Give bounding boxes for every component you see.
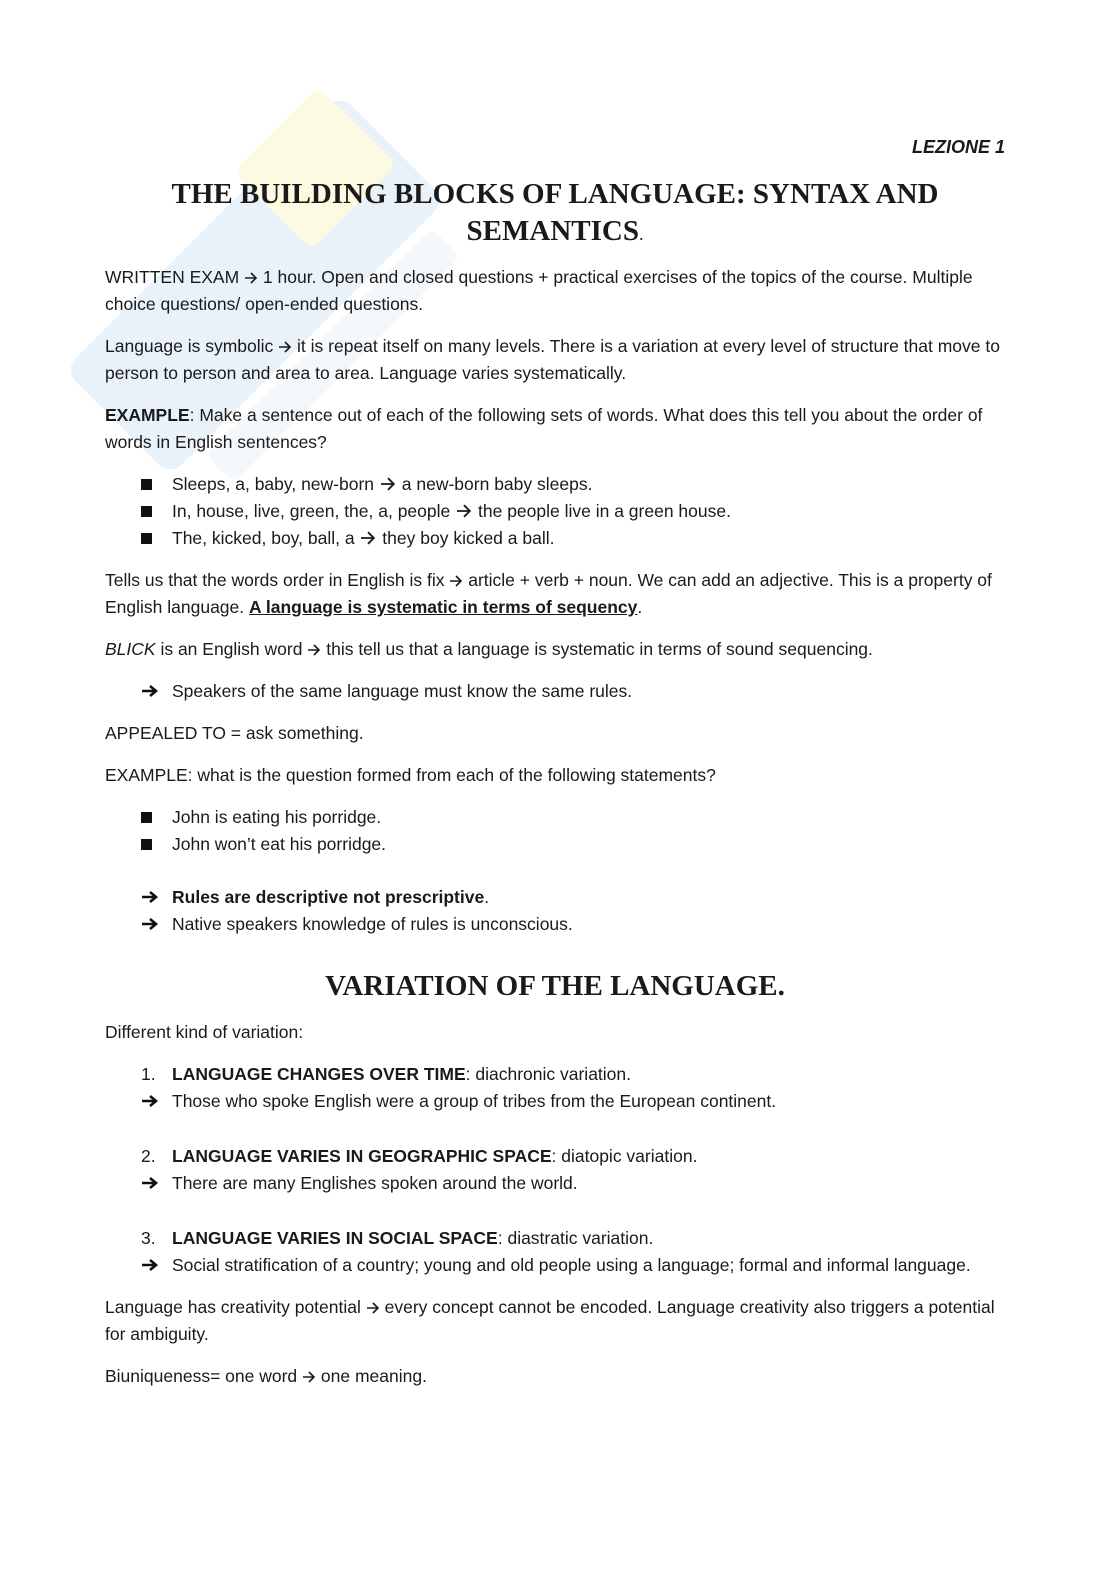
list-item: Sleeps, a, baby, new-born a new-born baby sleeps. xyxy=(105,471,1005,498)
list-item: There are many Englishes spoken around the world. xyxy=(105,1170,1005,1197)
list-item: Rules are descriptive not prescriptive. xyxy=(105,884,1005,911)
list-number: 3. xyxy=(141,1228,156,1248)
bold-arrow-bullet-icon xyxy=(141,1252,161,1279)
word-order-paragraph: Tells us that the words order in English is fix article + verb + noun. We can add an adjective. This is a property of English language. A language is systematic in terms of sequency. xyxy=(105,570,992,617)
exam-paragraph: WRITTEN EXAM 1 hour. Open and closed questions + practical exercises of the topics of the course. Multiple choice questions/ open-ended questions. xyxy=(105,267,973,314)
symbolic-paragraph: Language is symbolic it is repeat itself on many levels. There is a variation at every level of structure that move to person to person and area to area. Language varies systematically. xyxy=(105,336,1000,383)
lesson-label: LEZIONE 1 xyxy=(911,137,1005,157)
square-bullet-icon xyxy=(141,804,161,831)
list-item: The, kicked, boy, ball, a they boy kicked a ball. xyxy=(105,525,1005,552)
blick-paragraph: BLICK is an English word this tell us that a language is systematic in terms of sound sequencing. xyxy=(105,639,873,659)
bold-arrow-bullet-icon xyxy=(141,884,161,911)
variation-intro: Different kind of variation: xyxy=(105,1022,304,1042)
list-item: 3. LANGUAGE VARIES IN SOCIAL SPACE: diastratic variation. xyxy=(105,1225,1005,1252)
variation-list xyxy=(105,1061,1005,1279)
list-item: 2. LANGUAGE VARIES IN GEOGRAPHIC SPACE: diatopic variation. xyxy=(105,1143,1005,1170)
list-item: Native speakers knowledge of rules is unconscious. xyxy=(105,911,1005,938)
arrow-right-icon xyxy=(278,341,292,353)
arrow-right-icon xyxy=(449,575,463,587)
list-item: John won’t eat his porridge. xyxy=(105,831,1005,858)
word-sets-list xyxy=(105,471,1005,552)
arrow-right-icon xyxy=(379,477,397,491)
statements-list xyxy=(105,804,1005,858)
list-item: Social stratification of a country; young and old people using a language; formal and informal language. xyxy=(105,1252,1005,1279)
biuniqueness-paragraph: Biuniqueness= one word one meaning. xyxy=(105,1366,427,1386)
title-line-2: SEMANTICS xyxy=(466,215,639,247)
example-paragraph: EXAMPLE: Make a sentence out of each of the following sets of words. What does this tell you about the order of words in English sentences? xyxy=(105,405,983,452)
square-bullet-icon xyxy=(141,831,161,858)
arrow-right-icon xyxy=(455,504,473,518)
bold-arrow-bullet-icon xyxy=(141,678,161,705)
list-number: 1. xyxy=(141,1064,156,1084)
example2-paragraph: EXAMPLE: what is the question formed from each of the following statements? xyxy=(105,765,716,785)
square-bullet-icon xyxy=(141,525,161,552)
key-statement: A language is systematic in terms of sequency xyxy=(249,597,638,617)
list-item: Those who spoke English were a group of tribes from the European continent. xyxy=(105,1088,1005,1115)
section-heading-variation: VARIATION OF THE LANGUAGE. xyxy=(325,970,785,1002)
page-title xyxy=(105,176,1005,253)
list-item: 1. LANGUAGE CHANGES OVER TIME: diachronic variation. xyxy=(105,1061,1005,1088)
arrow-right-icon xyxy=(366,1302,380,1314)
square-bullet-icon xyxy=(141,471,161,498)
appealed-paragraph: APPEALED TO = ask something. xyxy=(105,723,364,743)
list-item: John is eating his porridge. xyxy=(105,804,1005,831)
square-bullet-icon xyxy=(141,498,161,525)
bold-arrow-bullet-icon xyxy=(141,1088,161,1115)
arrow-right-icon xyxy=(359,531,377,545)
list-item: Speakers of the same language must know the same rules. xyxy=(105,678,1005,705)
arrow-right-icon xyxy=(307,644,321,656)
bold-arrow-bullet-icon xyxy=(141,1170,161,1197)
arrow-right-icon xyxy=(302,1371,316,1383)
title-dot: . xyxy=(638,224,644,244)
list-number: 2. xyxy=(141,1146,156,1166)
bold-arrow-bullet-icon xyxy=(141,911,161,938)
arrow-right-icon xyxy=(244,272,258,284)
rules-list xyxy=(105,884,1005,938)
list-item: In, house, live, green, the, a, people the people live in a green house. xyxy=(105,498,1005,525)
document-body xyxy=(105,264,1005,1405)
rules-note-list xyxy=(105,678,1005,705)
creativity-paragraph: Language has creativity potential every concept cannot be encoded. Language creativity also triggers a potential for ambiguity. xyxy=(105,1297,995,1344)
title-line-1: THE BUILDING BLOCKS OF LANGUAGE: SYNTAX AND xyxy=(171,178,939,210)
